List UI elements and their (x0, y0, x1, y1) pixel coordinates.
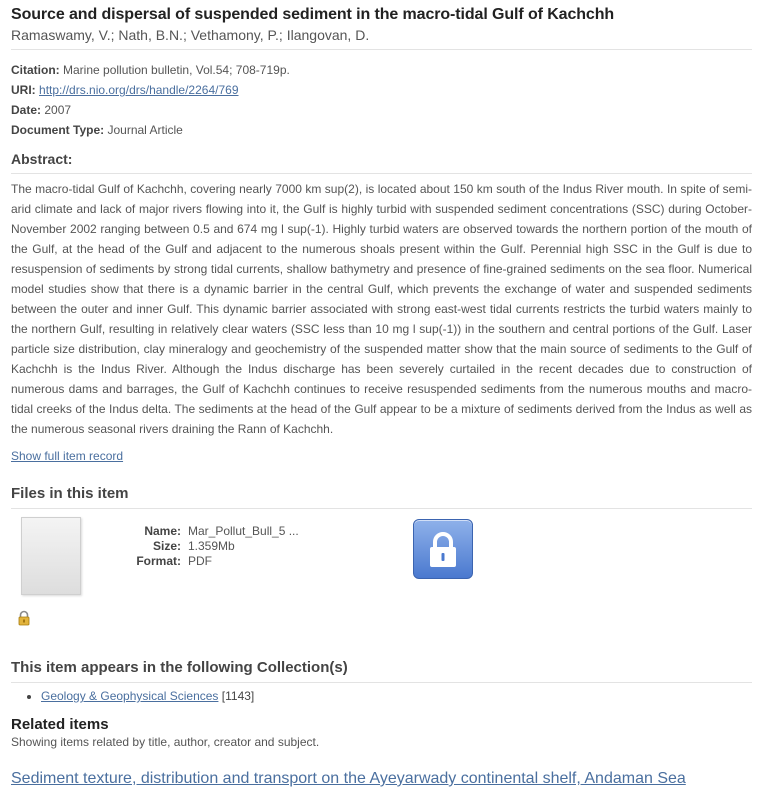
lock-button-icon[interactable] (413, 519, 473, 579)
file-size-label: Size: (152, 539, 181, 553)
file-format-value: PDF (188, 554, 212, 568)
doctype-value: Journal Article (107, 123, 183, 137)
files-section (11, 509, 752, 659)
citation-label: Citation: (11, 63, 60, 77)
uri-row (11, 80, 752, 100)
doctype-label: Document Type: (11, 123, 105, 137)
item-title: Source and dispersal of suspended sediment in the macro-tidal Gulf of Kachchh (11, 6, 615, 23)
files-heading: Files in this item (11, 485, 129, 502)
collections-list (11, 688, 752, 704)
file-size-row (121, 539, 299, 554)
date-label: Date: (11, 103, 42, 117)
abstract-heading: Abstract: (11, 151, 73, 167)
file-name-label: Name: (144, 524, 181, 538)
file-name-row (121, 524, 299, 539)
citation-row (11, 60, 752, 80)
file-size-value: 1.359Mb (188, 539, 235, 553)
collection-item (41, 688, 752, 704)
padlock-icon (16, 610, 32, 626)
lock-glyph-icon (414, 520, 472, 578)
file-info (121, 524, 299, 569)
divider (11, 173, 752, 174)
file-name-value: Mar_Pollut_Bull_5 ... (188, 524, 299, 538)
collections-heading: This item appears in the following Collection(s) (11, 659, 348, 676)
related-subtitle: Showing items related by title, author, creator and subject. (11, 735, 320, 749)
divider (11, 682, 752, 683)
file-format-label: Format: (136, 554, 181, 568)
date-value: 2007 (44, 103, 72, 117)
metadata-list (11, 60, 752, 140)
related-item-link[interactable]: Sediment texture, distribution and transport on the Ayeyarwady continental shelf, Andaman Sea (11, 770, 686, 787)
show-full-record-link[interactable]: Show full item record (11, 449, 124, 463)
uri-link[interactable]: http://drs.nio.org/drs/handle/2264/769 (39, 83, 239, 97)
divider (11, 49, 752, 50)
abstract-text: The macro-tidal Gulf of Kachchh, covering nearly 7000 km sup(2), is located about 150 km south of the Indus River mouth. In spite of semi-arid climate and lack of major rivers flowing into it, the Gulf is highly turbid with suspended sediment concentrations (SSC) during October-November 2002 ranging between 0.5 and 674 mg l sup(-1). Highly turbid waters are observed towards the northern portion of the mouth of the Gulf, at the head of the Gulf and adjacent to the numerous shoals present within the Gulf. Perennial high SSC in the Gulf is due to resuspension of sediments by strong tidal currents, shallow bathymetry and presence of fine-grained sediments on the sea floor. Numerical model studies show that there is a dynamic barrier in the central Gulf, which prevents the exchange of water and suspended sediments between the outer and inner Gulf. This dynamic barrier associated with strong east-west tidal currents restricts the turbid waters mainly to the northern Gulf, resulting in relatively clear waters (SSC less than 10 mg l sup(-1)) in the southern and central portions of the Gulf. Laser particle size distribution, clay mineralogy and geochemistry of the suspended matter show that the main source of sediments to the Gulf of Kachchh is the Indus River. Although the Indus discharge has been severely curtailed in the recent decades due to construction of numerous dams and barrages, the Gulf of Kachchh continues to receive resuspended sediments from the numerous mouths and macro-tidal creeks of the Indus delta. The sediments at the head of the Gulf appear to be a mixture of sediments derived from the Indus as well as the numerous seasonal rivers draining the Rann of Kachchh. (11, 182, 752, 436)
collection-link[interactable]: Geology & Geophysical Sciences (41, 689, 219, 703)
citation-value: Marine pollution bulletin, Vol.54; 708-719p. (63, 63, 290, 77)
date-row (11, 100, 752, 120)
collection-count: [1143] (221, 689, 255, 703)
related-heading: Related items (11, 716, 109, 733)
item-authors: Ramaswamy, V.; Nath, B.N.; Vethamony, P.; Ilangovan, D. (11, 27, 370, 43)
uri-label: URI: (11, 83, 36, 97)
doctype-row (11, 120, 752, 140)
document-thumbnail-icon[interactable] (21, 517, 81, 595)
file-format-row (121, 554, 299, 569)
